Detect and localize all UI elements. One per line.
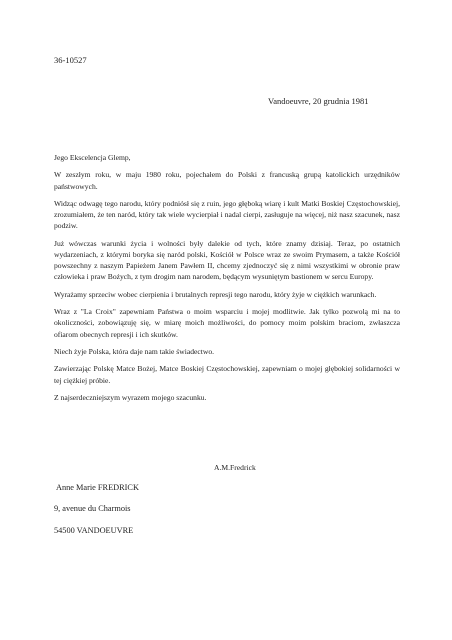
sender-name: Anne Marie FREDRICK (56, 483, 139, 492)
salutation: Jego Ekscelencja Glemp, (54, 153, 131, 162)
paragraph-7: Zawierzając Polskę Matce Bożej, Matce Boskiej Częstochowskiej, zapewniam o mojej głębokiej solidarności w tej ciężkiej próbie. (54, 364, 400, 385)
paragraph-4: Wyrażamy sprzeciw wobec cierpienia i brutalnych represji tego narodu, który żyje w ciężkich warunkach. (54, 289, 377, 299)
paragraph-3: Już wówczas warunki życia i wolności były dalekie od tych, które znamy dzisiaj. Teraz, po ostatnich wydarzeniach, z którymi boryka się naród polski, Kościół w Polsce wraz ze swoim Prymasem, a także Kościół powszechny z naszym Papieżem Janem Pawłem II, chcemy zjednoczyć się z nimi wszystkimi w obronie praw człowieka i praw Bożych, z tym drogim nam narodem, będącym wysuniętym bastionem w sercu Europy. (54, 238, 400, 282)
paragraph-1: W zeszłym roku, w maju 1980 roku, pojechałem do Polski z francuską grupą katolickich urzędników państwowych. (54, 170, 400, 191)
signature-short: A.M.Fredrick (214, 463, 256, 472)
paragraph-6: Niech żyje Polska, która daje nam takie świadectwo. (54, 346, 215, 356)
paragraph-2: Widząc odwagę tego narodu, który podniósł się z ruin, jego głęboką wiarę i kult Matki Boskiej Częstochowskiej, zrozumiałem, że ten naród, który tak wiele wycierpiał i nadal cierpi, zasługuje na więcej, niż nasz szacunek, nasz podziw. (54, 198, 400, 231)
paragraph-5: Wraz z "La Croix" zapewniam Państwa o moim wsparciu i mojej modlitwie. Jak tylko pozwolą mi na to okoliczności, zobowiązuję się, w miarę moich możliwości, do pomocy moim polskim braciom, zwłaszcza ofiarom obecnych represji i ich skutków. (54, 307, 400, 339)
letter-body (54, 152, 400, 409)
sender-city: 54500 VANDOEUVRE (54, 526, 134, 535)
sender-street: 9, avenue du Charmois (54, 504, 131, 513)
document-reference: 36-10527 (54, 55, 87, 65)
place-date: Vandoeuvre, 20 grudnia 1981 (268, 96, 369, 106)
closing: Z najserdeczniejszym wyrazem mojego szacunku. (54, 392, 207, 402)
